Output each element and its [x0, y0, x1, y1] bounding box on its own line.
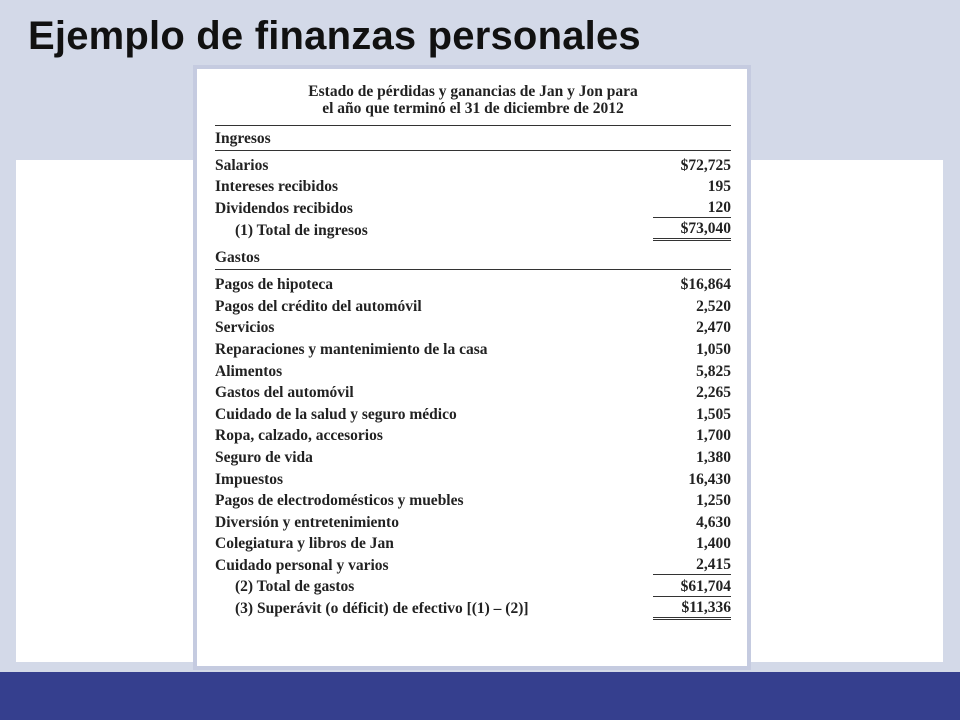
income-statement — [215, 83, 731, 620]
expenses-total-label: (2) Total de gastos — [235, 578, 355, 596]
table-row — [215, 555, 731, 577]
table-row — [215, 274, 731, 296]
row-label: Pagos del crédito del automóvil — [215, 297, 422, 315]
row-label: Cuidado de la salud y seguro médico — [215, 405, 457, 423]
row-amount: 1,400 — [696, 535, 731, 553]
row-label: Impuestos — [215, 470, 284, 488]
row-label: Cuidado personal y varios — [215, 556, 389, 574]
row-amount: 16,430 — [688, 470, 731, 488]
table-row — [215, 404, 731, 426]
slide-footer-bar — [0, 672, 960, 720]
income-heading: Ingresos — [215, 126, 731, 151]
table-row — [215, 177, 731, 199]
surplus-label: (3) Superávit (o déficit) de efectivo [(1) – (2)] — [235, 600, 529, 618]
statement-header — [215, 83, 731, 126]
statement-header-line-2: el año que terminó el 31 de diciembre de 2012 — [322, 100, 624, 117]
row-amount: 4,630 — [696, 513, 731, 531]
row-amount: 2,415 — [653, 556, 731, 575]
table-row — [215, 534, 731, 556]
expenses-heading: Gastos — [215, 245, 731, 270]
table-row — [215, 490, 731, 512]
row-amount: 1,380 — [696, 448, 731, 466]
row-label: Alimentos — [215, 362, 283, 380]
table-row — [215, 361, 731, 383]
row-label: Pagos de electrodomésticos y muebles — [215, 492, 464, 510]
statement-header-line-1: Estado de pérdidas y ganancias de Jan y Jon para — [308, 83, 638, 100]
expenses-total-amount: $61,704 — [653, 578, 731, 597]
row-label: Ropa, calzado, accesorios — [215, 427, 383, 445]
table-row — [215, 469, 731, 491]
expenses-total-row — [215, 577, 731, 599]
surplus-amount: $11,336 — [653, 599, 731, 620]
table-row — [215, 296, 731, 318]
income-total-amount: $73,040 — [653, 220, 731, 241]
expense-items — [215, 274, 731, 620]
row-label: Colegiatura y libros de Jan — [215, 535, 394, 553]
table-row — [215, 426, 731, 448]
row-amount: 120 — [653, 199, 731, 218]
income-statement-image — [193, 65, 751, 670]
row-label: Seguro de vida — [215, 448, 313, 466]
table-row — [215, 512, 731, 534]
row-amount: 1,505 — [696, 405, 731, 423]
row-amount: $16,864 — [680, 276, 731, 294]
table-row — [215, 382, 731, 404]
row-label: Servicios — [215, 319, 275, 337]
row-label: Salarios — [215, 156, 269, 174]
row-amount: 1,250 — [696, 492, 731, 510]
row-label: Gastos del automóvil — [215, 384, 354, 402]
income-total-label: (1) Total de ingresos — [235, 221, 368, 239]
row-amount: 2,470 — [696, 319, 731, 337]
table-row — [215, 339, 731, 361]
table-row — [215, 155, 731, 177]
table-row — [215, 447, 731, 469]
surplus-row — [215, 598, 731, 620]
row-amount: 5,825 — [696, 362, 731, 380]
row-amount: 2,520 — [696, 297, 731, 315]
row-amount: $72,725 — [680, 156, 731, 174]
row-amount: 2,265 — [696, 384, 731, 402]
row-label: Diversión y entretenimiento — [215, 513, 399, 531]
slide-title: Ejemplo de finanzas personales — [28, 14, 641, 58]
row-label: Intereses recibidos — [215, 178, 338, 196]
row-label: Dividendos recibidos — [215, 199, 353, 217]
row-amount: 1,050 — [696, 340, 731, 358]
row-label: Pagos de hipoteca — [215, 276, 333, 294]
table-row — [215, 198, 731, 220]
table-row — [215, 318, 731, 340]
row-label: Reparaciones y mantenimiento de la casa — [215, 340, 488, 358]
row-amount: 195 — [707, 178, 731, 196]
income-items — [215, 155, 731, 241]
row-amount: 1,700 — [696, 427, 731, 445]
income-total-row — [215, 220, 731, 242]
